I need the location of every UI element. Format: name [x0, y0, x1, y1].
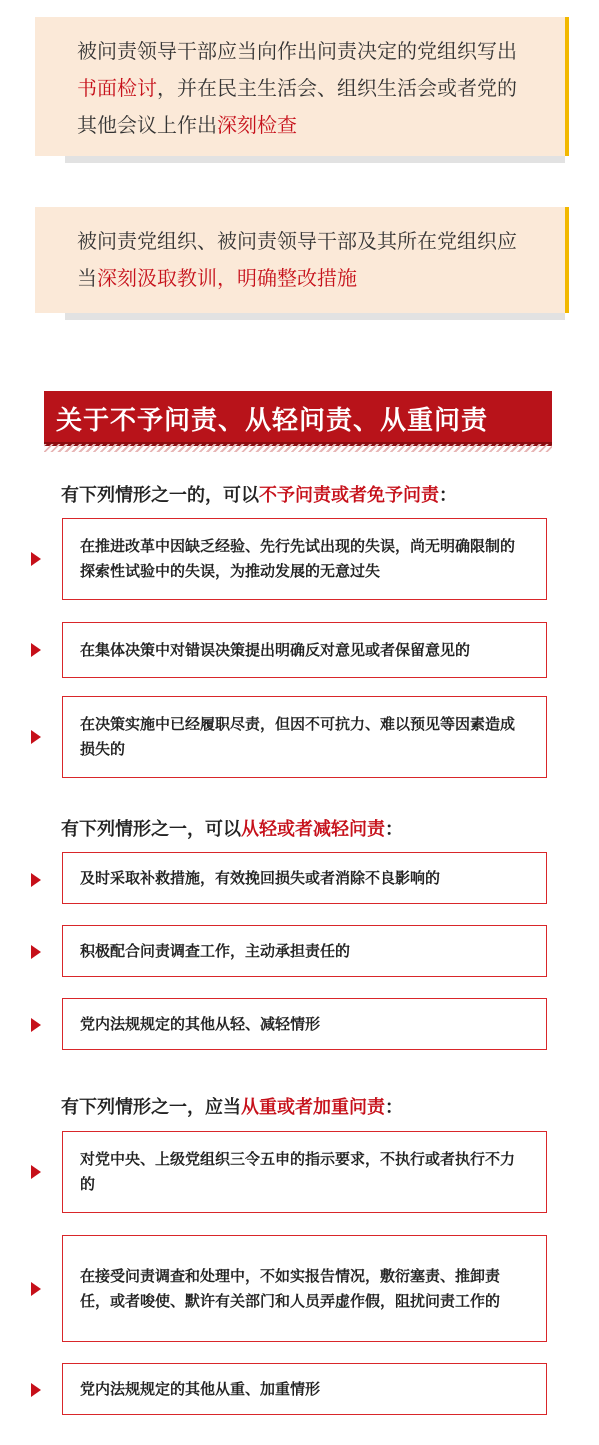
list-item [62, 1363, 547, 1415]
item-arrow-icon [31, 552, 41, 566]
list-item [62, 998, 547, 1050]
note-highlight: 深刻检查 [217, 113, 297, 137]
item-arrow-icon [31, 643, 41, 657]
note-shadow [65, 156, 565, 163]
list-item-text: 在集体决策中对错误决策提出明确反对意见或者保留意见的 [80, 640, 471, 659]
item-arrow-icon [31, 873, 41, 887]
group-heading-colon: ： [385, 819, 403, 840]
note-text: 被问责党组织、被问责领导干部及其所在党组织应当 [77, 229, 517, 290]
section-header [44, 391, 552, 446]
note-shadow [65, 313, 565, 320]
note-card-written-review [35, 17, 569, 156]
section-title: 关于不予问责、从轻问责、从重问责 [56, 406, 489, 436]
list-item-text: 党内法规规定的其他从轻、减轻情形 [80, 1014, 321, 1033]
group-heading-colon: ： [439, 485, 457, 506]
list-item [62, 518, 547, 600]
item-arrow-icon [31, 730, 41, 744]
item-arrow-icon [31, 1165, 41, 1179]
item-arrow-icon [31, 1018, 41, 1032]
note-highlight: 深刻汲取教训，明确整改措施 [97, 266, 357, 290]
group-heading-heavier [61, 1093, 403, 1119]
group-heading-lighter [61, 815, 403, 841]
item-arrow-icon [31, 1383, 41, 1397]
group-heading-colon: ： [385, 1097, 403, 1118]
group-heading-exempt [61, 481, 457, 507]
group-heading-highlight: 从重或者加重问责 [241, 1097, 385, 1118]
item-arrow-icon [31, 1282, 41, 1296]
list-item-text: 积极配合问责调查工作，主动承担责任的 [80, 941, 351, 960]
note-text: 被问责领导干部应当向作出问责决定的党组织写出 [77, 39, 517, 63]
note-text: ，并在民主生活会、组织生活会或者党的其他会议上作出 [77, 76, 517, 137]
list-item-text: 党内法规规定的其他从重、加重情形 [80, 1379, 321, 1398]
list-item-text: 在决策实施中已经履职尽责，但因不可抗力、难以预见等因素造成损失的 [80, 715, 516, 758]
note-highlight: 书面检讨 [77, 76, 157, 100]
group-heading-highlight: 不予问责或者免予问责 [259, 485, 439, 506]
group-heading-highlight: 从轻或者减轻问责 [241, 819, 385, 840]
item-arrow-icon [31, 945, 41, 959]
list-item [62, 852, 547, 904]
note-card-lessons [35, 207, 569, 313]
list-item [62, 925, 547, 977]
list-item [62, 1235, 547, 1342]
group-heading-text: 有下列情形之一，可以 [61, 819, 241, 840]
list-item [62, 1131, 547, 1213]
list-item [62, 696, 547, 778]
list-item-text: 在接受问责调查和处理中，不如实报告情况，敷衍塞责、推卸责任，或者唆使、默许有关部门和人员弄虚作假，阻扰问责工作的 [80, 1266, 501, 1310]
section-header-hatch [44, 444, 552, 452]
group-heading-text: 有下列情形之一的，可以 [61, 485, 259, 506]
list-item [62, 622, 547, 678]
list-item-text: 对党中央、上级党组织三令五申的指示要求，不执行或者执行不力的 [80, 1150, 516, 1193]
group-heading-text: 有下列情形之一，应当 [61, 1097, 241, 1118]
list-item-text: 及时采取补救措施，有效挽回损失或者消除不良影响的 [80, 868, 441, 887]
list-item-text: 在推进改革中因缺乏经验、先行先试出现的失误，尚无明确限制的探索性试验中的失误，为推动发展的无意过失 [80, 537, 516, 580]
